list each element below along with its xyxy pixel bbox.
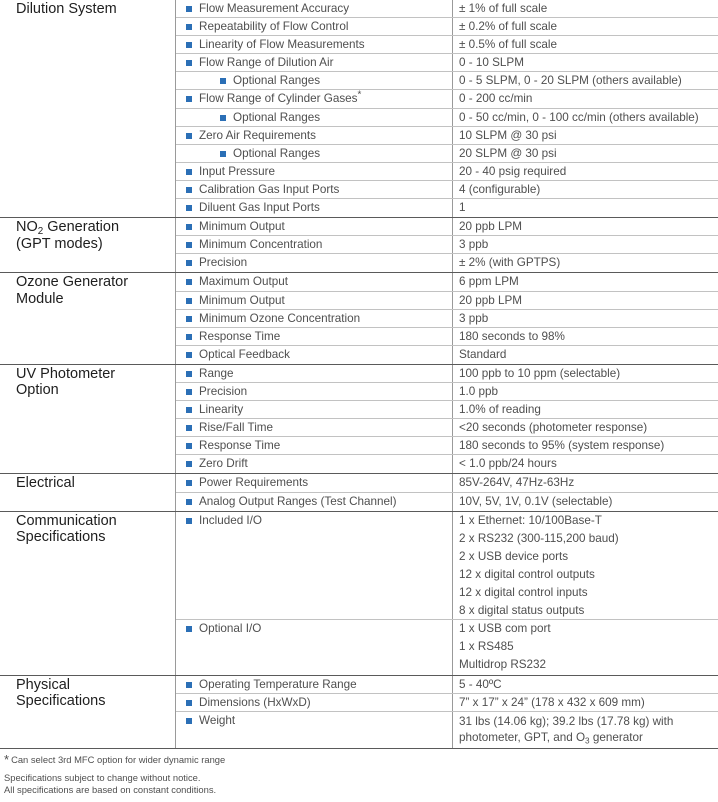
- spec-row: [176, 90, 718, 108]
- square-bullet-icon: [186, 518, 192, 524]
- parameter-label: Linearity of Flow Measurements: [199, 38, 365, 52]
- spec-parameter: [176, 346, 453, 364]
- square-bullet-icon: [186, 279, 192, 285]
- square-bullet-icon: [186, 499, 192, 505]
- category-label-line2: (GPT modes): [16, 235, 103, 252]
- spec-row: [176, 620, 718, 674]
- spec-row: [176, 18, 718, 36]
- spec-parameter: [176, 90, 453, 107]
- section-physical: [0, 676, 718, 749]
- spec-sub-parameter: [176, 72, 453, 89]
- square-bullet-icon: [186, 187, 192, 193]
- spec-parameter: [176, 493, 453, 511]
- spec-value: 5 - 40ºC: [459, 677, 502, 691]
- spec-value: 1.0% of reading: [459, 403, 541, 417]
- spec-rows: [176, 0, 718, 217]
- square-bullet-icon: [186, 242, 192, 248]
- spec-parameter: [176, 694, 453, 711]
- spec-value: 4 (configurable): [459, 182, 541, 196]
- spec-value: 10V, 5V, 1V, 0.1V (selectable): [459, 494, 613, 508]
- footnote-asterisk: *: [4, 751, 10, 767]
- category-label: UV Photometer: [16, 365, 116, 382]
- spec-parameter: [176, 218, 453, 235]
- spec-parameter: [176, 401, 453, 418]
- category-heading: [0, 474, 176, 510]
- square-bullet-icon: [186, 480, 192, 486]
- spec-sub-parameter: [176, 145, 453, 162]
- category-label-subscript: 2: [37, 226, 44, 238]
- spec-rows: [176, 474, 718, 510]
- spec-value-part: photometer, GPT, and O: [459, 730, 586, 744]
- category-label-line2: Specifications: [16, 693, 106, 710]
- parameter-label: Input Pressure: [199, 164, 276, 178]
- square-bullet-icon: [186, 389, 192, 395]
- spec-parameter: [176, 455, 453, 473]
- square-bullet-icon: [186, 682, 192, 688]
- spec-rows: [176, 512, 718, 675]
- spec-parameter: [176, 18, 453, 35]
- parameter-label: Included I/O: [199, 513, 263, 527]
- spec-value: ± 2% (with GPTPS): [459, 256, 561, 270]
- spec-row: [176, 109, 718, 127]
- spec-parameter: [176, 512, 453, 620]
- spec-parameter: [176, 328, 453, 345]
- spec-parameter: [176, 254, 453, 272]
- category-heading: [0, 512, 176, 675]
- spec-value: 1 x Ethernet: 10/100Base-T: [459, 513, 602, 527]
- spec-parameter: [176, 676, 453, 693]
- parameter-label: Optional Ranges: [233, 110, 321, 124]
- spec-rows: [176, 273, 718, 363]
- spec-value: 1.0 ppb: [459, 384, 498, 398]
- parameter-label: Calibration Gas Input Ports: [199, 182, 340, 196]
- parameter-label: Optical Feedback: [199, 347, 290, 361]
- spec-value: 85V-264V, 47Hz-63Hz: [459, 476, 575, 490]
- parameter-label: Operating Temperature Range: [199, 677, 357, 691]
- spec-parameter: [176, 273, 453, 290]
- spec-value: 1: [459, 201, 466, 215]
- parameter-label: Optional I/O: [199, 622, 262, 636]
- section-communication: [0, 512, 718, 676]
- square-bullet-icon: [186, 42, 192, 48]
- square-bullet-icon: [186, 718, 192, 724]
- spec-value: 1 x USB com port: [459, 622, 551, 636]
- spec-row: [176, 292, 718, 310]
- square-bullet-icon: [186, 425, 192, 431]
- category-label: Electrical: [16, 475, 75, 492]
- square-bullet-icon: [220, 78, 226, 84]
- parameter-label: Range: [199, 366, 234, 380]
- spec-row: [176, 694, 718, 712]
- spec-row: [176, 383, 718, 401]
- category-label-line2: Module: [16, 290, 64, 307]
- spec-row: [176, 712, 718, 748]
- spec-value: 2 x USB device ports: [459, 549, 569, 563]
- parameter-label: Optional Ranges: [233, 146, 321, 160]
- spec-parameter: [176, 36, 453, 53]
- spec-parameter: [176, 419, 453, 436]
- square-bullet-icon: [186, 443, 192, 449]
- spec-value: 3 ppb: [459, 311, 489, 325]
- square-bullet-icon: [186, 334, 192, 340]
- spec-value: 31 lbs (14.06 kg); 39.2 lbs (17.78 kg) with: [459, 714, 674, 728]
- square-bullet-icon: [186, 626, 192, 632]
- spec-parameter: [176, 236, 453, 253]
- spec-value-subscript: 3: [585, 736, 590, 746]
- square-bullet-icon: [186, 260, 192, 266]
- spec-row: [176, 254, 718, 272]
- spec-row: [176, 72, 718, 90]
- category-heading: [0, 273, 176, 363]
- spec-value: 180 seconds to 98%: [459, 329, 565, 343]
- category-label: Ozone Generator: [16, 274, 129, 291]
- category-label-line2: Specifications: [16, 529, 106, 546]
- spec-row: [176, 199, 718, 217]
- spec-row: [176, 236, 718, 254]
- spec-value: <20 seconds (photometer response): [459, 421, 648, 435]
- square-bullet-icon: [186, 298, 192, 304]
- category-label: [16, 219, 175, 236]
- spec-value: Standard: [459, 347, 507, 361]
- parameter-label: Analog Output Ranges (Test Channel): [199, 494, 397, 508]
- spec-row: [176, 437, 718, 455]
- square-bullet-icon: [220, 151, 226, 157]
- spec-row: [176, 365, 718, 383]
- category-label: Communication: [16, 512, 117, 529]
- spec-value: 12 x digital control inputs: [459, 586, 588, 599]
- parameter-label: Flow Range of Dilution Air: [199, 56, 334, 70]
- spec-parameter: [176, 54, 453, 71]
- parameter-label: Zero Air Requirements: [199, 128, 316, 142]
- spec-value: [459, 730, 718, 746]
- spec-row: [176, 419, 718, 437]
- spec-row: [176, 493, 718, 511]
- spec-parameter: [176, 365, 453, 382]
- spec-parameter: [176, 712, 453, 748]
- spec-parameter: [176, 292, 453, 309]
- category-heading: [0, 0, 176, 217]
- spec-row: [176, 310, 718, 328]
- spec-row: [176, 36, 718, 54]
- category-heading: [0, 218, 176, 272]
- disclaimer-change-notice: Specifications subject to change without notice.: [4, 772, 201, 783]
- parameter-label: Minimum Output: [199, 293, 285, 307]
- spec-row: [176, 163, 718, 181]
- spec-value: 20 - 40 psig required: [459, 164, 567, 178]
- parameter-label: Precision: [199, 256, 248, 270]
- square-bullet-icon: [186, 700, 192, 706]
- spec-value: 0 - 10 SLPM: [459, 56, 524, 70]
- parameter-label: Flow Range of Cylinder Gases: [199, 92, 358, 106]
- spec-value: ± 0.5% of full scale: [459, 38, 558, 52]
- category-label-part: Generation: [43, 219, 120, 236]
- spec-parameter: [176, 620, 453, 674]
- spec-value: ± 0.2% of full scale: [459, 20, 558, 34]
- category-label: Dilution System: [16, 1, 117, 17]
- parameter-label: Minimum Concentration: [199, 238, 323, 252]
- category-label-part: NO: [16, 219, 38, 236]
- footnote-text: Can select 3rd MFC option for wider dynamic range: [11, 754, 226, 765]
- section-uv-photometer: [0, 365, 718, 475]
- section-dilution-system: [0, 0, 718, 218]
- spec-row: [176, 455, 718, 473]
- spec-value: 7” x 17” x 24” (178 x 432 x 609 mm): [459, 695, 645, 709]
- spec-row: [176, 0, 718, 18]
- spec-value: < 1.0 ppb/24 hours: [459, 457, 557, 471]
- spec-row: [176, 401, 718, 419]
- parameter-label: Linearity: [199, 403, 244, 417]
- spec-parameter: [176, 199, 453, 217]
- square-bullet-icon: [186, 60, 192, 66]
- spec-value: 180 seconds to 95% (system response): [459, 439, 665, 453]
- spec-row: [176, 676, 718, 694]
- spec-value: 0 - 200 cc/min: [459, 92, 533, 106]
- parameter-label: Maximum Output: [199, 275, 288, 289]
- footnote-mfc: [4, 751, 226, 767]
- spec-row: [176, 218, 718, 236]
- spec-value: 10 SLPM @ 30 psi: [459, 128, 557, 142]
- category-label-line2: Option: [16, 382, 59, 399]
- category-heading: [0, 676, 176, 748]
- square-bullet-icon: [186, 224, 192, 230]
- spec-rows: [176, 676, 718, 748]
- square-bullet-icon: [186, 133, 192, 139]
- section-electrical: [0, 474, 718, 511]
- parameter-label: Minimum Output: [199, 220, 285, 234]
- square-bullet-icon: [220, 115, 226, 121]
- parameter-label: Zero Drift: [199, 457, 248, 471]
- spec-value: 3 ppb: [459, 238, 489, 252]
- parameter-label: Rise/Fall Time: [199, 421, 274, 435]
- spec-row: [176, 346, 718, 364]
- square-bullet-icon: [186, 169, 192, 175]
- parameter-label: Minimum Ozone Concentration: [199, 311, 361, 325]
- parameter-label: Response Time: [199, 439, 281, 453]
- category-label: Physical: [16, 676, 70, 693]
- square-bullet-icon: [186, 371, 192, 377]
- spec-value-list: [453, 712, 718, 748]
- spec-row: [176, 474, 718, 492]
- spec-parameter: [176, 0, 453, 17]
- parameter-label: Flow Measurement Accuracy: [199, 2, 350, 15]
- spec-row: [176, 145, 718, 163]
- square-bullet-icon: [186, 316, 192, 322]
- spec-value: 100 ppb to 10 ppm (selectable): [459, 366, 621, 380]
- spec-value: 0 - 5 SLPM, 0 - 20 SLPM (others available): [459, 74, 682, 88]
- square-bullet-icon: [186, 461, 192, 467]
- spec-value: Multidrop RS232: [459, 658, 547, 672]
- parameter-label: Response Time: [199, 329, 281, 343]
- parameter-label: Dimensions (HxWxD): [199, 695, 311, 709]
- spec-parameter: [176, 163, 453, 180]
- spec-rows: [176, 365, 718, 474]
- spec-sub-parameter: [176, 109, 453, 126]
- square-bullet-icon: [186, 24, 192, 30]
- square-bullet-icon: [186, 96, 192, 102]
- parameter-label: Optional Ranges: [233, 74, 321, 88]
- square-bullet-icon: [186, 352, 192, 358]
- parameter-label: Power Requirements: [199, 476, 309, 490]
- spec-value: 8 x digital status outputs: [459, 604, 585, 618]
- spec-row: [176, 512, 718, 621]
- spec-row: [176, 181, 718, 199]
- category-heading: [0, 365, 176, 474]
- section-no2-generation: [0, 218, 718, 273]
- spec-value: 2 x RS232 (300-115,200 baud): [459, 531, 619, 545]
- spec-value-list: [453, 620, 718, 674]
- spec-value-part: generator: [589, 730, 643, 744]
- spec-row: [176, 127, 718, 145]
- square-bullet-icon: [186, 407, 192, 413]
- spec-value: 20 SLPM @ 30 psi: [459, 146, 557, 160]
- spec-value: 1 x RS485: [459, 640, 514, 654]
- disclaimer-conditions: All specifications are based on constant conditions.: [4, 784, 217, 795]
- parameter-label: Precision: [199, 384, 248, 398]
- spec-row: [176, 54, 718, 72]
- spec-value: 12 x digital control outputs: [459, 567, 595, 581]
- spec-value-list: [453, 512, 718, 620]
- parameter-label: Weight: [199, 713, 236, 727]
- spec-row: [176, 273, 718, 291]
- spec-row: [176, 328, 718, 346]
- spec-parameter: [176, 310, 453, 327]
- square-bullet-icon: [186, 6, 192, 12]
- spec-rows: [176, 218, 718, 272]
- footnote-marker: *: [357, 90, 362, 101]
- spec-parameter: [176, 181, 453, 198]
- spec-parameter: [176, 474, 453, 491]
- spec-parameter: [176, 437, 453, 454]
- section-ozone-generator: [0, 273, 718, 364]
- spec-value: ± 1% of full scale: [459, 2, 548, 15]
- spec-parameter: [176, 127, 453, 144]
- parameter-label: Diluent Gas Input Ports: [199, 201, 320, 215]
- square-bullet-icon: [186, 205, 192, 211]
- spec-value: 0 - 50 cc/min, 0 - 100 cc/min (others available): [459, 110, 699, 124]
- parameter-label: Repeatability of Flow Control: [199, 20, 349, 34]
- spec-value: 6 ppm LPM: [459, 275, 519, 289]
- spec-parameter: [176, 383, 453, 400]
- spec-value: 20 ppb LPM: [459, 220, 523, 234]
- spec-value: 20 ppb LPM: [459, 293, 523, 307]
